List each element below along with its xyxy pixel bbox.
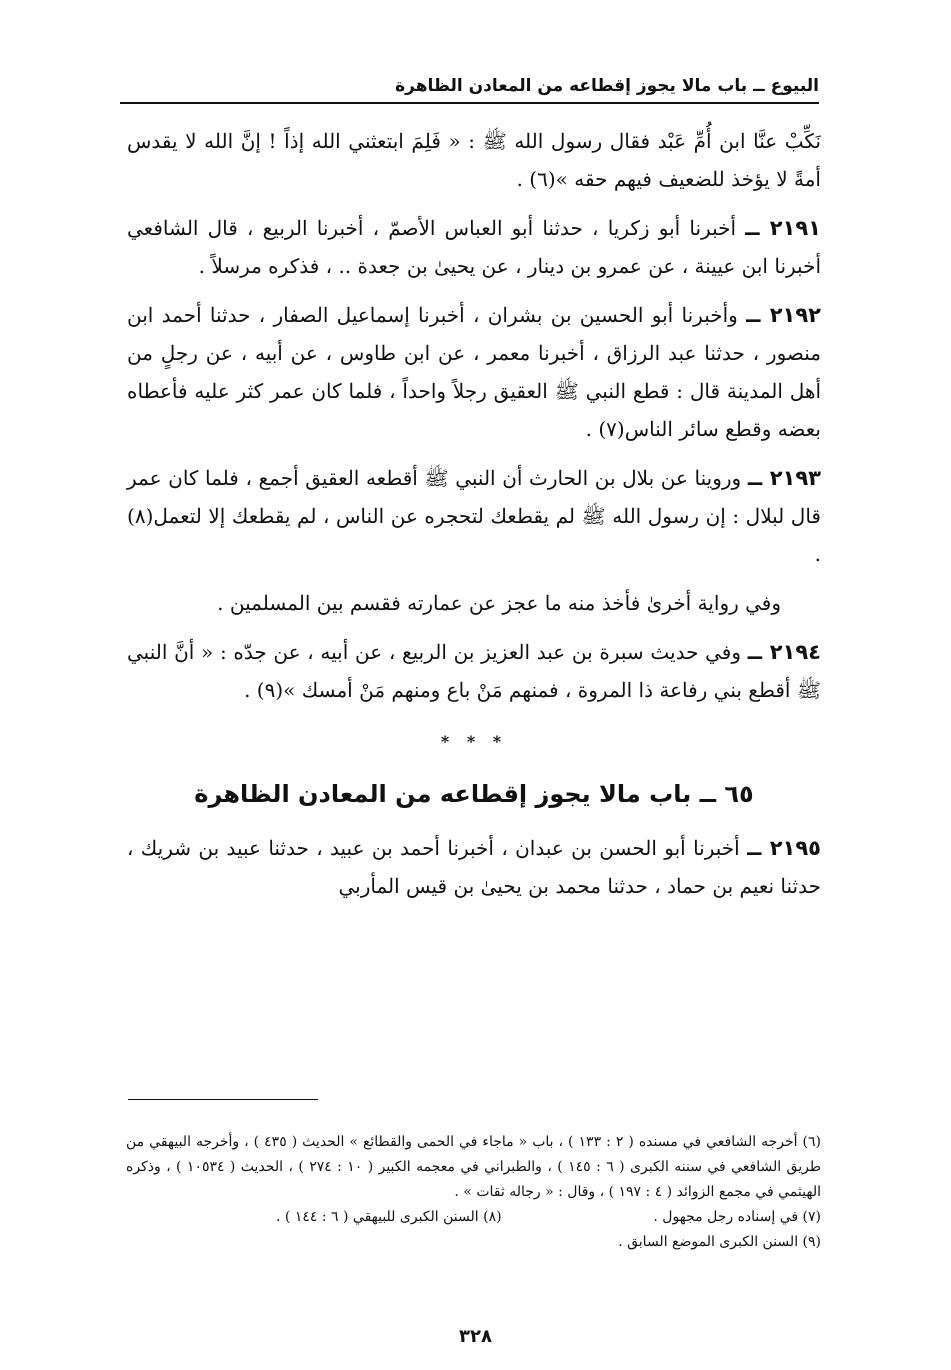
chapter-title: ٦٥ ــ باب مالا يجوز إقطاعه من المعادن الظاهرة [194,780,754,808]
footnotes [126,1130,821,1255]
hadith-2194 [127,633,821,709]
hadith-text: وروينا عن بلال بن الحارث أن النبي ﷺ أقطعه العقيق أجمع ، فلما كان عمر قال لبلال : إن رسول الله ﷺ لم يقطعك لتحجره عن الناس ، لم يقطعك إلا لتعمل(٨) . [127,466,821,566]
hadith-2192 [127,296,821,448]
footnote-7: (٧) في إسناده رجل مجهول . [653,1209,821,1225]
hadith-2191 [127,209,821,285]
hadith-number: ٢١٩١ ــ [745,216,822,240]
hadith-2193 [127,459,821,573]
hadith-text: وفي حديث سبرة بن عبد العزيز بن الربيع ، عن أبيه ، عن جدّه : « أنَّ النبي ﷺ أقطع بني رفاعة ذا المروة ، فمنهم مَنْ باع ومنهم مَنْ أمسك »(٩) . [127,640,821,702]
hadith-2195 [127,829,821,905]
hadith-number: ٢١٩٢ ــ [746,303,821,327]
hadith-2193-variant: وفي رواية أخرىٰ فأخذ منه ما عجز عن عمارته فقسم بين المسلمين . [217,591,781,615]
running-title: البيوع ــ باب مالا يجوز إقطاعه من المعادن الظاهرة [395,76,819,102]
paragraph-intro: نَكِّبْ عنَّا ابن أُمِّ عَبْد فقال رسول الله ﷺ : « فَلِمَ ابتعثني الله إذاً ! إنَّ الله لا يقدس أمةً لا يؤخذ للضعيف فيهم حقه »(٦) . [127,129,821,191]
footnote-8: (٨) السنن الكبرى للبيهقي ( ٦ : ١٤٤ ) . [276,1209,502,1225]
page-number: ٣٢٨ [459,1326,492,1347]
main-text [127,122,821,916]
hadith-number: ٢١٩٣ ــ [747,466,822,490]
hadith-number: ٢١٩٥ ــ [747,836,821,860]
footnote-divider [128,1099,318,1100]
footnote-row [126,1205,821,1230]
section-separator: * * * [440,732,508,751]
hadith-text: أخبرنا أبو زكريا ، حدثنا أبو العباس الأصمّ ، أخبرنا الربيع ، قال الشافعي أخبرنا ابن عيينة ، عن عمرو بن دينار ، عن يحيىٰ بن جعدة .. ، فذكره مرسلاً . [127,216,821,278]
hadith-text: أخبرنا أبو الحسن بن عبدان ، أخبرنا أحمد بن عبيد ، حدثنا عبيد بن شريك ، حدثنا نعيم بن حماد ، حدثنا محمد بن يحيىٰ بن قيس المأربي [127,836,821,898]
footnote-6: (٦) أخرجه الشافعي في مسنده ( ٢ : ١٣٣ ) ، باب « ماجاء في الحمى والقطائع » الحديث ( ٤٣٥ ) ، وأخرجه البيهقي من طريق الشافعي في سننه الكبرى ( ٦ : ١٤٥ ) ، والطبراني في معجمه الكبير ( ١٠ : ٢٧٤ ) ، الحديث ( ١٠٥٣٤ ) ، وذكره الهيثمي في مجمع الزوائد ( ٤ : ١٩٧ ) ، وقال : « رجاله ثقات » . [126,1134,822,1200]
hadith-number: ٢١٩٤ ــ [747,640,822,664]
footnote-9: (٩) السنن الكبرى الموضع السابق . [618,1234,821,1250]
hadith-text: وأخبرنا أبو الحسين بن بشران ، أخبرنا إسماعيل الصفار ، حدثنا أحمد ابن منصور ، حدثنا عبد الرزاق ، أخبرنا معمر ، عن ابن طاوس ، عن أبيه ، عن رجلٍ من أهل المدينة قال : قطع النبي ﷺ العقيق رجلاً واحداً ، فلما كان عمر كثر عليه فأعطاه بعضه وقطع سائر الناس(٧) . [127,303,821,441]
running-header [120,66,819,104]
